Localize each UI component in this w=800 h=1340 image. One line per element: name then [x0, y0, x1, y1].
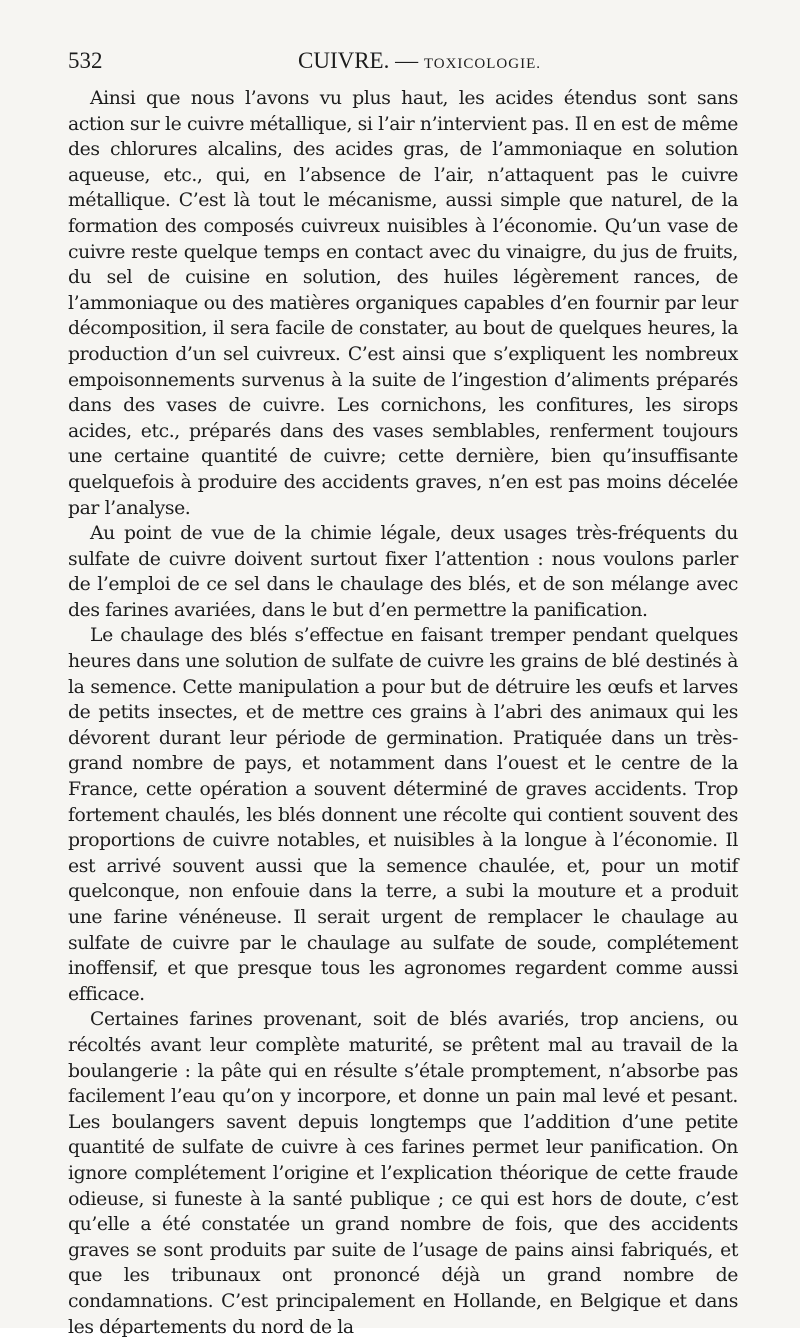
paragraph-wheat-liming: Le chaulage des blés s’effectue en faisant tremper pendant quelques heures dans une solution de sulfate de cuivre les grains de blé destinés à la semence. Cette manipulation a pour but de détruire les œufs et larves de petits insectes, et de mettre ces grains à l’abri des animaux qui les dévorent durant leur période de germination. Pratiquée dans un très-grand nombre de pays, et notamment dans l’ouest et le centre de la France, cette opération a souvent déterminé de graves accidents. Trop fortement chaulés, les blés donnent une récolte qui contient souvent des proportions de cuivre notables, et nuisibles à la longue à l’économie. Il est arrivé souvent aussi que la semence chaulée, et, pour un motif quelconque, non enfouie dans la terre, a subi la mouture et a produit une farine vénéneuse. Il serait urgent de remplacer le chaulage au sulfate de cuivre par le chaulage au sulfate de soude, complétement inoffensif, et que presque tous les agronomes regardent comme aussi efficace.: [68, 625, 738, 1005]
paragraph-damaged-flour: Certaines farines provenant, soit de blés avariés, trop anciens, ou récoltés avant leur complète maturité, se prêtent mal au travail de la boulangerie : la pâte qui en résulte s’étale promptement, n’absorbe pas facilement l’eau qu’on y incorpore, et donne un pain mal levé et pesant. Les boulangers savent depuis longtemps que l’addition d’une petite quantité de sulfate de cuivre à ces farines permet leur panification. On ignore complétement l’origine et l’explication théorique de cette fraude odieuse, si funeste à la santé publique ; ce qui est hors de doute, c’est qu’elle a été constatée un grand nombre de fois, que des accidents graves se sont produits par suite de l’usage de pains ainsi fabriqués, et que les tribunaux ont prononcé déjà un grand nombre de condamnations. C’est principalement en Hollande, en Belgique et dans les départements du nord de la: [68, 1009, 738, 1338]
body-text: [68, 86, 738, 1340]
running-header: [68, 44, 740, 80]
section-subtitle: TOXICOLOGIE.: [423, 56, 541, 72]
chapter-title: CUIVRE.: [298, 48, 390, 73]
paragraph-legal-chemistry: Au point de vue de la chimie légale, deux usages très-fréquents du sulfate de cuivre doivent surtout fixer l’attention : nous voulons parler de l’emploi de ce sel dans le chaulage des blés, et de son mélange avec des farines avariées, dans le but d’en permettre la panification.: [68, 523, 738, 621]
paragraph-copper-action: Ainsi que nous l’avons vu plus haut, les acides étendus sont sans action sur le cuivre métallique, si l’air n’intervient pas. Il en est de même des chlorures alcalins, des acides gras, de l’ammoniaque en solution aqueuse, etc., qui, en l’absence de l’air, n’attaquent pas le cuivre métallique. C’est là tout le mécanisme, aussi simple que naturel, de la formation des composés cuivreux nuisibles à l’économie. Qu’un vase de cuivre reste quelque temps en contact avec du vinaigre, du jus de fruits, du sel de cuisine en solution, des huiles légèrement rances, de l’ammoniaque ou des matières organiques capables d’en fournir par leur décomposition, il sera facile de constater, au bout de quelques heures, la production d’un sel cuivreux. C’est ainsi que s’expliquent les nombreux empoisonnements survenus à la suite de l’ingestion d’aliments préparés dans des vases de cuivre. Les cornichons, les confitures, les sirops acides, etc., préparés dans des vases semblables, renferment toujours une certaine quantité de cuivre; cette dernière, bien qu’insuffisante quelquefois à produire des accidents graves, n’en est pas moins décelée par l’analyse.: [68, 88, 738, 519]
running-title: [298, 48, 541, 74]
title-separator: —: [395, 48, 419, 73]
page-number: 532: [68, 48, 103, 73]
